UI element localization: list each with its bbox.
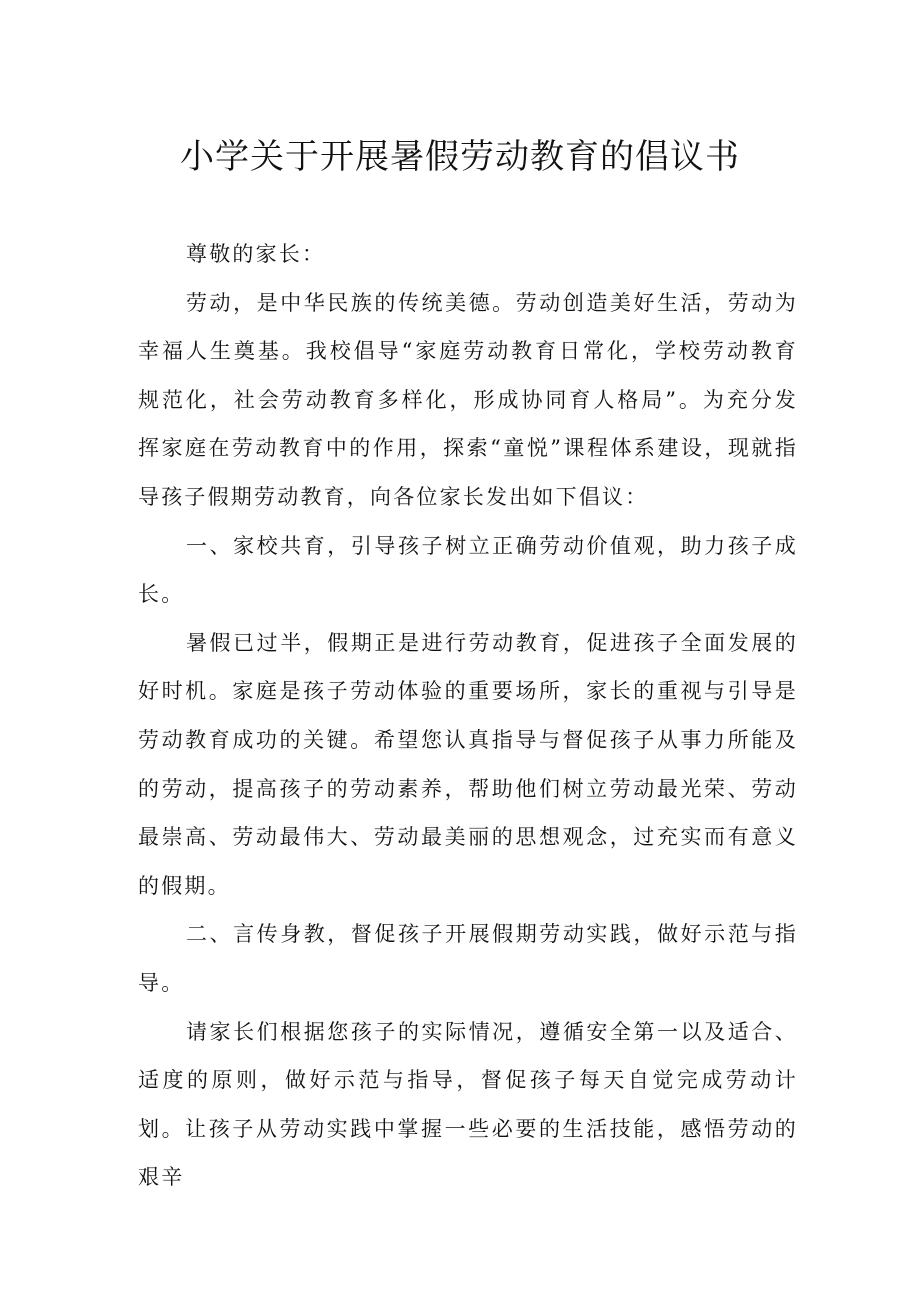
- document-title: 小学关于开展暑假劳动教育的倡议书: [180, 137, 740, 177]
- salutation: 尊敬的家长：: [186, 242, 326, 266]
- section-heading-1: 一、家校共育，引导孩子树立正确劳动价值观，助力孩子成长。: [138, 533, 798, 607]
- document-body: [138, 230, 798, 1202]
- intro-paragraph: 劳动，是中华民族的传统美德。劳动创造美好生活，劳动为幸福人生奠基。我校倡导“家庭劳动教育日常化，学校劳动教育规范化，社会劳动教育多样化，形成协同育人格局”。为充分发挥家庭在劳动教育中的作用，探索“童悦”课程体系建设，现就指导孩子假期劳动教育，向各位家长发出如下倡议：: [138, 290, 798, 509]
- section-paragraph-1: 暑假已过半，假期正是进行劳动教育，促进孩子全面发展的好时机。家庭是孩子劳动体验的重要场所，家长的重视与引导是劳动教育成功的关键。希望您认真指导与督促孩子从事力所能及的劳动，提高孩子的劳动素养，帮助他们树立劳动最光荣、劳动最崇高、劳动最伟大、劳动最美丽的思想观念，过充实而有意义的假期。: [138, 630, 798, 898]
- section-heading-2: 二、言传身教，督促孩子开展假期劳动实践，做好示范与指导。: [138, 922, 798, 995]
- section-paragraph-2: 请家长们根据您孩子的实际情况，遵循安全第一以及适合、适度的原则，做好示范与指导，督促孩子每天自觉完成劳动计划。让孩子从劳动实践中掌握一些必要的生活技能，感悟劳动的艰辛: [138, 1019, 798, 1190]
